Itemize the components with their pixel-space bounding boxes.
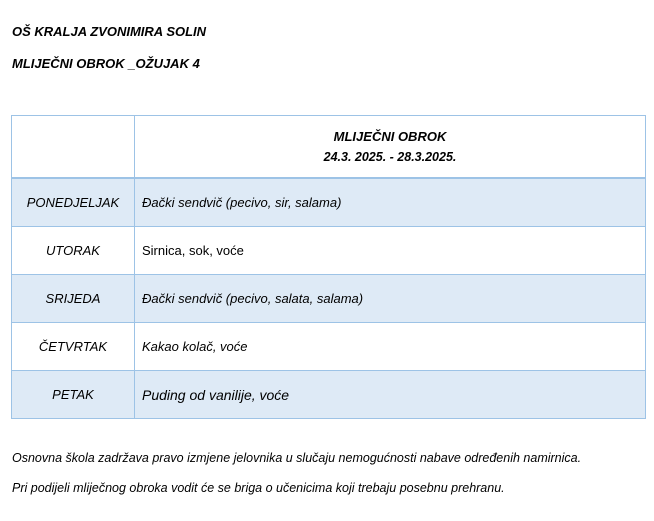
date-range: 24.3. 2025. - 28.3.2025. — [323, 149, 457, 164]
table-row — [12, 275, 646, 323]
day-cell: SRIJEDA — [12, 275, 135, 323]
meal-cell: Đački sendvič (pecivo, salata, salama) — [135, 275, 646, 323]
day-cell: PONEDJELJAK — [12, 178, 135, 227]
table-row — [12, 178, 646, 227]
menu-table — [11, 115, 646, 419]
meal-cell: Đački sendvič (pecivo, sir, salama) — [135, 178, 646, 227]
footnote-special-diet: Pri podijeli mliječnog obroka vodit će se briga o učenicima koji trebaju posebnu prehranu. — [12, 481, 505, 495]
table-header-row — [12, 116, 646, 179]
day-cell: PETAK — [12, 371, 135, 419]
header-cell — [135, 116, 646, 179]
meal-cell: Sirnica, sok, voće — [135, 227, 646, 275]
document-title: MLIJEČNI OBROK _OŽUJAK 4 — [12, 56, 200, 71]
table-row — [12, 323, 646, 371]
day-cell: ČETVRTAK — [12, 323, 135, 371]
meal-cell: Puding od vanilije, voće — [135, 371, 646, 419]
day-cell: UTORAK — [12, 227, 135, 275]
table-row — [12, 371, 646, 419]
footnote-menu-change: Osnovna škola zadržava pravo izmjene jelovnika u slučaju nemogućnosti nabave određenih namirnica. — [12, 451, 582, 465]
meal-cell: Kakao kolač, voće — [135, 323, 646, 371]
school-name: OŠ KRALJA ZVONIMIRA SOLIN — [12, 24, 207, 39]
header-empty-cell — [12, 116, 135, 179]
table-row — [12, 227, 646, 275]
table-heading: MLIJEČNI OBROK — [333, 128, 447, 144]
